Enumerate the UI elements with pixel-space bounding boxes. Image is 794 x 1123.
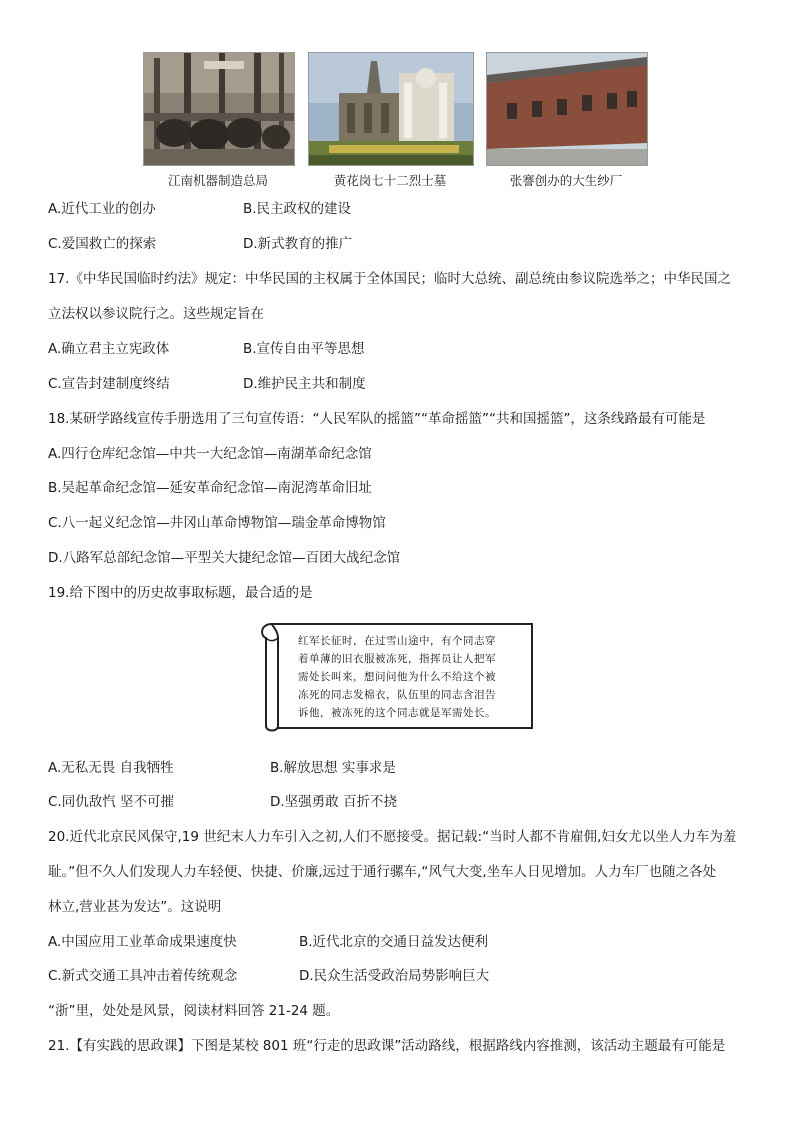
monument-photo [308,52,474,166]
story-line-5: 诉他，被冻死的这个同志就是军需处长。 [298,707,496,719]
q19-option-d: D.坚强勇敢 百折不挠 [270,794,397,810]
q18-option-b: B.吴起革命纪念馆—延安革命纪念馆—南泥湾革命旧址 [48,480,373,496]
q20-stem-line-1: 20.近代北京民风保守,19 世纪末人力车引入之初,人们不愿接受。据记载:“当时人都不肯雇佣,妇女尤以坐人力车为羞 [48,829,737,845]
q16-option-b: B.民主政权的建设 [243,201,352,217]
figure-caption-1: 江南机器制造总局 [167,173,268,188]
q20-option-b: B.近代北京的交通日益发达便利 [299,934,489,950]
q18-option-a: A.四行仓库纪念馆—中共一大纪念馆—南湖革命纪念馆 [48,446,372,462]
q18-stem: 18.某研学路线宣传手册选用了三句宣传语：“人民军队的摇篮”“革命摇篮”“共和国摇篮”，这条线路最有可能是 [48,411,706,427]
q18-option-c: C.八一起义纪念馆—井冈山革命博物馆—瑞金革命博物馆 [48,515,386,531]
q17-option-b: B.宣传自由平等思想 [243,341,365,357]
q17-stem-line-2: 立法权以参议院行之。这些规定旨在 [48,306,264,322]
story-text [298,632,530,722]
q20-option-c: C.新式交通工具冲击着传统观念 [48,968,238,984]
q19-option-a: A.无私无畏 自我牺牲 [48,760,174,776]
story-scroll [258,622,534,734]
figure-caption-3: 张謇创办的大生纱厂 [509,173,623,188]
q17-option-c: C.宣告封建制度终结 [48,376,170,392]
story-line-4: 冻死的同志发棉衣，队伍里的同志含泪告 [298,689,496,701]
q17-stem-line-1: 17.《中华民国临时约法》规定：中华民国的主权属于全体国民；临时大总统、副总统由参议院选举之；中华民国之 [48,271,731,287]
q20-stem-line-2: 耻。”但不久人们发现人力车轻便、快捷、价廉,远过于通行骡车,“风气大变,坐车人日见增加。人力车厂也随之各处 [48,864,717,880]
q17-option-d: D.维护民主共和制度 [243,376,366,392]
story-line-3: 需处长叫来，想问问他为什么不给这个被 [298,671,496,683]
q19-option-c: C.同仇敌忾 坚不可摧 [48,794,175,810]
story-line-1: 红军长征时，在过雪山途中，有个同志穿 [298,635,496,647]
q16-option-d: D.新式教育的推广 [243,236,353,252]
q18-option-d: D.八路军总部纪念馆—平型关大捷纪念馆—百团大战纪念馆 [48,550,401,566]
q17-option-a: A.确立君主立宪政体 [48,341,170,357]
q20-stem-line-3: 林立,营业甚为发达”。这说明 [48,899,222,915]
q19-option-b: B.解放思想 实事求是 [270,760,396,776]
q16-option-a: A.近代工业的创办 [48,201,156,217]
figure-caption-2: 黄花岗七十二烈士墓 [333,173,447,188]
section-intro: “浙”里，处处是风景，阅读材料回答 21-24 题。 [48,1003,340,1019]
q21-stem: 21.【有实践的思政课】下图是某校 801 班“行走的思政课”活动路线，根据路线内容推测，该活动主题最有可能是 [48,1038,726,1054]
q20-option-a: A.中国应用工业革命成果速度快 [48,934,237,950]
q19-stem: 19.给下图中的历史故事取标题，最合适的是 [48,585,313,601]
factory-photo [143,52,295,166]
q20-option-d: D.民众生活受政治局势影响巨大 [299,968,490,984]
q16-option-c: C.爱国救亡的探索 [48,236,157,252]
mill-photo [486,52,648,166]
story-line-2: 着单薄的旧衣服被冻死，指挥员让人把军 [298,653,496,665]
